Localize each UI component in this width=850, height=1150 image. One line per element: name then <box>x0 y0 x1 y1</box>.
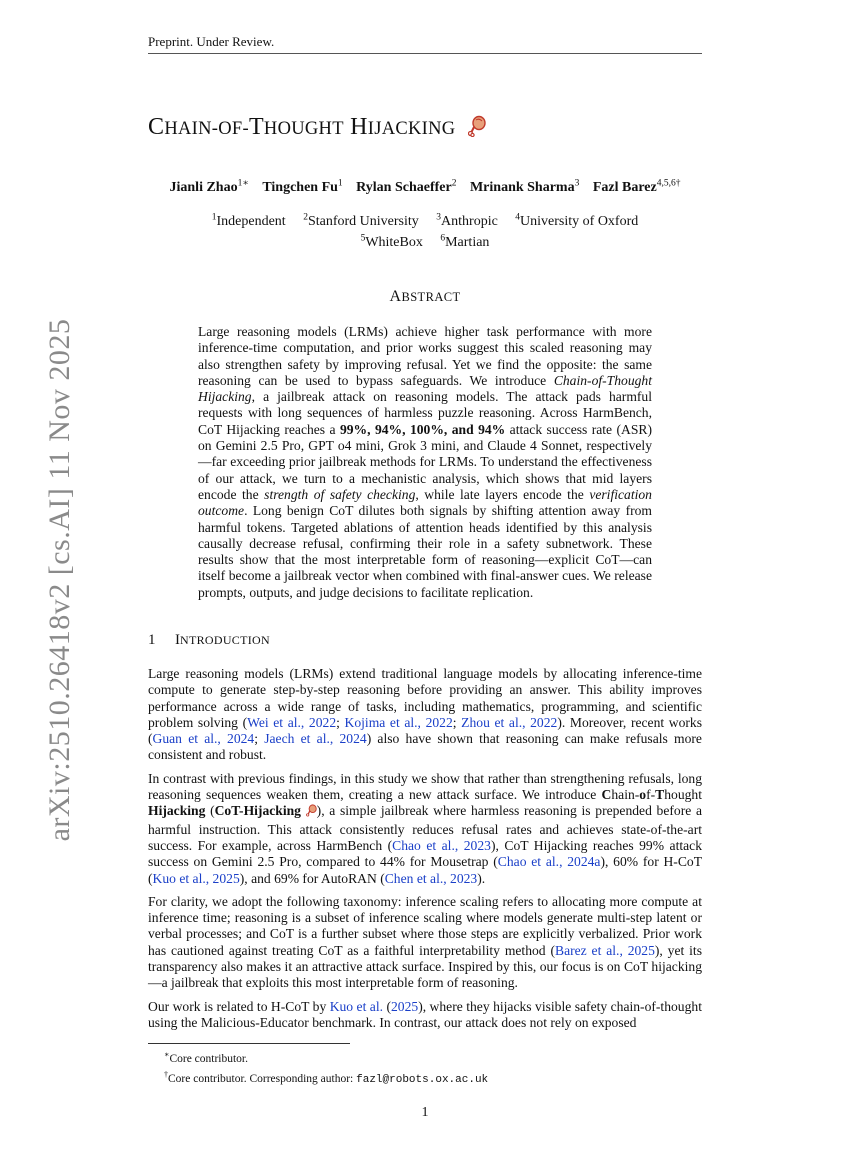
citation-link[interactable]: Barez et al., 2025 <box>555 942 655 958</box>
chicken-leg-icon <box>468 115 486 144</box>
affiliation: $^6$Martian <box>440 233 490 250</box>
page-number: 1 <box>421 1105 429 1120</box>
citation-link[interactable]: Kojima et al., 2022 <box>344 714 453 730</box>
citation-link[interactable]: Wei et al., 2022 <box>247 714 337 730</box>
author: Jianli Zhao$^{1∗}$ <box>169 178 249 195</box>
arxiv-identifier: arXiv:2510.26418v2 [cs.AI] 11 Nov 2025 <box>43 318 76 842</box>
citation-link[interactable]: Zhou et al., 2022 <box>461 714 558 730</box>
footnote: †Core contributor. Corresponding author: fazl@robots.ox.ac.uk <box>164 1069 489 1086</box>
affiliation: $^2$Stanford University <box>303 212 419 229</box>
author: Tingchen Fu$^1$ <box>262 178 343 195</box>
footnote: ∗Core contributor. <box>164 1050 249 1065</box>
abstract-body: Large reasoning models (LRMs) achieve higher task performance with more inference-time computation, and prior works suggest this scaled reasoning may also strengthen safety by improving refusal. Yet we find the opposite: the same reasoning can be used to bypass safeguards. We introduce Chain-of-Thought Hijacking, a jailbreak attack on reasoning models. The attack pads harmful requests with long sequences of harmless puzzle reasoning. Across HarmBench, CoT Hijacking reaches a 99%, 94%, 100%, and 94% attack success rate (ASR) on Gemini 2.5 Pro, GPT o4 mini, Grok 3 mini, and Claude 4 Sonnet, respectively—far exceeding prior jailbreak methods for LRMs. To understand the effectiveness of our attack, we turn to a mechanistic analysis, which shows that mid layers encode the strength of safety checking, while late layers encode the verification outcome. Long benign CoT dilutes both signals by shifting attention away from harmful tokens. Targeted ablations of attention heads identified by this analysis causally decrease refusal, confirming their role in a safety subnetwork. These results show that the most interpretable form of reasoning—explicit CoT—can itself become a jailbreak vector when combined with final-answer cues. We release prompts, outputs, and judge decisions to facilitate replication. <box>198 324 652 600</box>
section-heading-introduction: 1 INTRODUCTION <box>148 632 270 648</box>
footnotes <box>148 1047 702 1088</box>
citation-link[interactable]: Kuo et al. <box>329 998 384 1014</box>
abstract-heading: ABSTRACT <box>389 288 461 305</box>
author-email[interactable]: fazl@robots.ox.ac.uk <box>356 1073 489 1086</box>
affiliation: $^1$Independent <box>211 212 286 229</box>
citation-link[interactable]: Kuo et al., 2025 <box>152 870 240 886</box>
citation-link[interactable]: Jaech et al., 2024 <box>264 731 367 747</box>
author: Rylan Schaeffer$^2$ <box>356 178 457 195</box>
introduction-body <box>148 666 702 1038</box>
paragraph: In contrast with previous findings, in this study we show that rather than strengthening refusals, long reasoning sequences weaken them, creating a new attack surface. We introduce Chain-of-Thought Hijacking (CoT-Hijacking ), a simple jailbreak where harmless reasoning is prepended before a harmful instruction. This attack consistently reduces refusal rates and achieves state-of-the-art success. For example, across HarmBench (Chao et al., 2023), CoT Hijacking reaches 99% attack success on Gemini 2.5 Pro, compared to 44% for Mousetrap (Chao et al., 2024a), 60% for H-CoT (Kuo et al., 2025), and 69% for AutoRAN (Chen et al., 2023). <box>148 770 703 886</box>
chicken-leg-icon <box>306 804 317 821</box>
running-header: Preprint. Under Review. <box>148 34 702 54</box>
author: Mrinank Sharma$^3$ <box>469 178 580 195</box>
paragraph: Our work is related to H-CoT by Kuo et al. (2025), where they hijacks visible safety chain-of-thought using the Malicious-Educator benchmark. In contrast, our attack does not rely on exposed <box>148 998 702 1030</box>
paragraph: For clarity, we adopt the following taxonomy: inference scaling refers to allocating more compute at inference time; reasoning is a subset of inference scaling where models generate multi-step latent or verbal processes; and CoT is a further subset where those steps are explicitly verbalized. Prior work has cautioned against treating CoT as a faithful interpretability method (Barez et al., 2025), yet its transparency also makes it an attractive attack surface. Inspired by this, our focus is on CoT hijacking—a jailbreak that exploits this most interpretable form of reasoning. <box>148 893 702 991</box>
author: Fazl Barez$^{4,5,6\dagger}$ <box>592 178 681 195</box>
citation-link[interactable]: Chen et al., 2023 <box>384 870 478 886</box>
citation-link[interactable]: Guan et al., 2024 <box>152 731 255 747</box>
paper-title: CHAIN-OF-THOUGHT HIJACKING <box>148 114 486 144</box>
citation-link[interactable]: Chao et al., 2023 <box>392 837 491 853</box>
affiliation: $^4$University of Oxford <box>515 212 639 229</box>
affiliation-list <box>148 209 702 251</box>
citation-link[interactable]: 2025 <box>391 998 419 1014</box>
paragraph: Large reasoning models (LRMs) extend traditional language models by allocating inference-time compute to generate step-by-step reasoning before providing an answer. This ability improves performance across a wide range of tasks, including mathematics, programming, and scientific problem solving (Wei et al., 2022; Kojima et al., 2022; Zhou et al., 2022). Moreover, recent works (Guan et al., 2024; Jaech et al., 2024) also have shown that reasoning can make refusals more consistent and robust. <box>148 666 702 763</box>
affiliation: $^5$WhiteBox <box>360 233 423 250</box>
affiliation: $^3$Anthropic <box>436 212 498 229</box>
author-list <box>148 177 702 196</box>
footnote-divider <box>148 1043 350 1044</box>
citation-link[interactable]: Chao et al., 2024a <box>497 854 601 870</box>
